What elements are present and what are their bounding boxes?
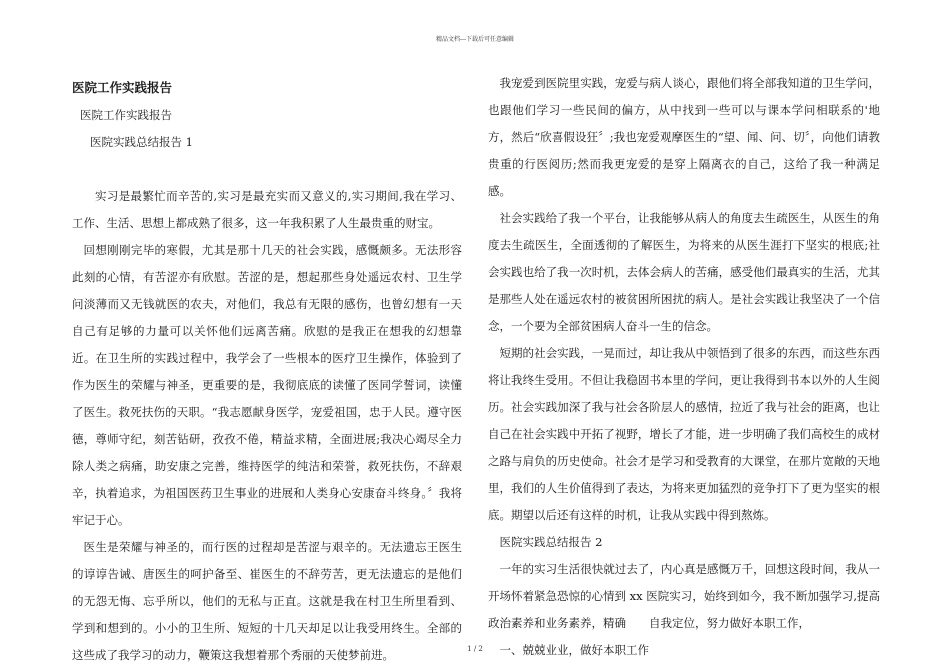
paragraph: 我宠爱到医院里实践，宠爱与病人谈心，跟他们将全部我知道的卫生学问，也跟他们学习一些民间的偏方，从中找到一些可以与课本学问相联系的'地方，然后“欣喜假设狂〞;我也宠爱观摩医生的“望、闻、问、切〞，向他们请教贵重的行医阅历;然而我更宠爱的是穿上隔离衣的自己，这给了我一种满足感。 xyxy=(488,76,880,198)
paragraph: 实习是最繁忙而辛苦的,实习是最充实而又意义的,实习期间,我在学习、工作、生活、思想上都成熟了很多，这一年我积累了人生最贵重的财宝。 xyxy=(72,189,462,230)
paragraph: 短期的社会实践，一晃而过，却让我从中领悟到了很多的东西，而这些东西将让我终生受用。不但让我稳固书本里的学问，更让我得到书本以外的人生阅历。社会实践加深了我与社会各阶层人的感情，拉近了我与社会的距离，也让自己在社会实践中开拓了视野，增长了才能，进一步明确了我们高校生的成材之路与肩负的历史使命。社会才是学习和受教育的大课堂，在那片宽敞的天地里，我们的人生价值得到了表达，为将来更加猛烈的竞争打下了更为坚实的根底。期望以后还有这样的时机，让我从实践中得到熬炼。 xyxy=(488,346,880,522)
page-number: 1 / 2 xyxy=(467,645,483,653)
spacer xyxy=(72,156,462,183)
paragraph: 回想刚刚完毕的寒假，尤其是那十几天的社会实践，感慨颇多。无法形容此刻的心情，有苦涩亦有欣慰。苦涩的是，想起那些身处遥远农村、卫生学问淡薄而又无钱就医的农夫，对他们，我总有无限的感伤，也曾幻想有一天自己有足够的力量可以关怀他们远离苦痛。欣慰的是我正在想我的幻想靠近。在卫生所的实践过程中，我学会了一些根本的医疗卫生操作，体验到了作为医生的荣耀与神圣，更重要的是，我彻底底的读懂了医同学誓词，读懂了医生。救死扶伤的天职。“我志愿献身医学，宠爱祖国，忠于人民。遵守医德，尊师守纪，刻苦钻研，孜孜不倦，精益求精，全面进展;我决心竭尽全力除人类之病痛，助安康之完善，维持医学的纯洁和荣誉，救死扶伤，不辞艰辛，执着追求，为祖国医药卫生事业的进展和人类身心安康奋斗终身。〞我将牢记于心。 xyxy=(72,243,462,527)
page-header: 精品文档---下载后可任意编辑 xyxy=(435,36,515,43)
section-heading-2: 医院实践总结报告 2 xyxy=(499,535,603,549)
document-subtitle: 医院工作实践报告 xyxy=(80,108,172,122)
section-heading-1: 医院实践总结报告 1 xyxy=(90,135,193,149)
left-column xyxy=(72,70,462,669)
paragraph: 社会实践给了我一个平台，让我能够从病人的角度去生疏医生，从医生的角度去生疏医生，全面透彻的了解医生，为将来的从医生涯打下坚实的根底;社会实践也给了我一次时机，去体会病人的苦痛，感受他们最真实的生活，尤其是那些人处在遥远农村的被贫困所困扰的病人。是社会实践让我坚决了一个信念，一个要为全部贫困病人奋斗一生的信念。 xyxy=(488,211,880,333)
paragraph: 医生是荣耀与神圣的，而行医的过程却是苦涩与艰辛的。无法遗忘王医生的谆谆告诫、唐医生的呵护备至、崔医生的不辞劳苦，更无法遗忘的是他们的无怨无悔、忘乎所以，他们的无私与正直。这就是我在村卫生所里看到、学到和想到的。小小的卫生所、短短的十几天却足以让我受用终生。全部的这些成了我学习的动力，鞭策这我想着那个秀丽的天使梦前进。 xyxy=(72,540,462,662)
document-title: 医院工作实践报告 xyxy=(72,80,173,95)
paragraph: 一年的实习生活很快就过去了，内心真是感慨万千，回想这段时间，我从一开场怀着紧急恐惊的心情到 xx 医院实习，始终到如今，我不断加强学习,提高政治素养和业务素养，精确 自我定位，努力做好本职工作， xyxy=(488,562,880,630)
list-item: 一、兢兢业业，做好本职工作 xyxy=(499,643,649,657)
right-column xyxy=(488,70,880,664)
